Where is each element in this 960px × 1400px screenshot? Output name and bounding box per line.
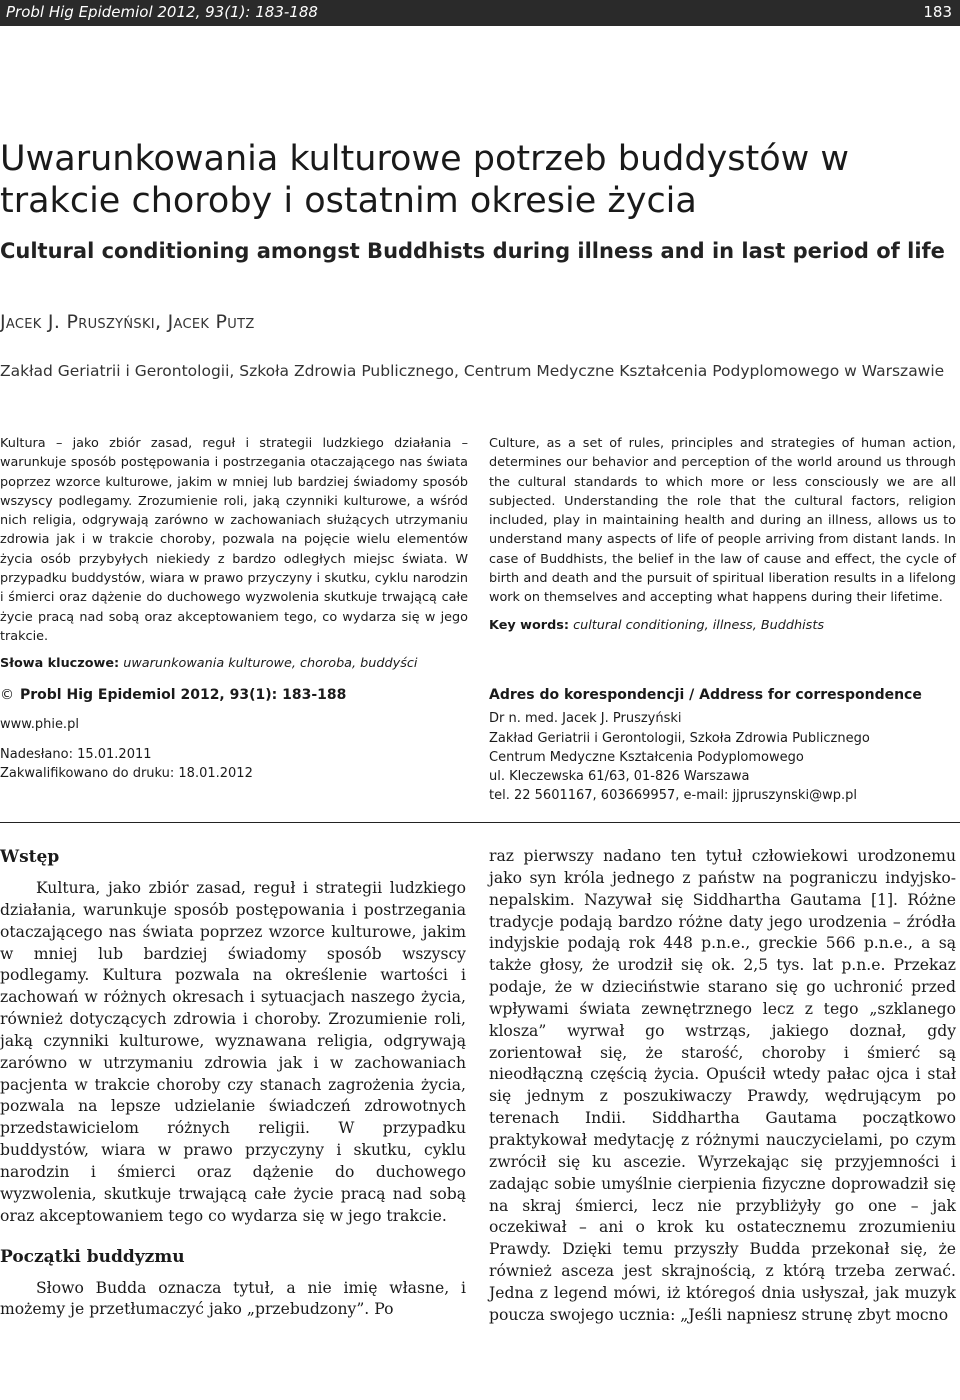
correspondence-heading: Adres do korespondencji / Address for correspondence	[489, 687, 922, 703]
keywords-english	[489, 616, 956, 635]
keywords-polish-values: uwarunkowania kulturowe, choroba, buddyści	[123, 656, 418, 672]
abstract-polish	[0, 434, 468, 674]
affiliation: Zakład Geriatrii i Gerontologii, Szkoła Zdrowia Publicznego, Centrum Medyczne Kształcenia Podyplomowego w Warszawie	[0, 362, 945, 380]
copyright-icon: ©	[0, 687, 14, 703]
keywords-polish-label: Słowa kluczowe:	[0, 656, 120, 672]
page-number: 183	[923, 3, 952, 21]
section-heading-origins: Początki buddyzmu	[0, 1246, 185, 1267]
introduction-paragraph: Kultura, jako zbiór zasad, reguł i strategii ludzkiego działania, warunkuje sposób postępowania i postrzegania otaczającego nas świata poprzez wzorce kulturowe, jakim w mniej lub bardziej świadomy sposób wszyscy podlegamy. Kultura pozwala na określenie wartości i zachowań w różnych okresach i sytuacjach naszego życia, również dotyczących zdrowia i choroby. Zrozumienie roli, jaką czynniki kulturowe, wyznawana religia, odgrywają zarówno w utrzymaniu zdrowia jak i w zachowaniach pacjenta w trakcie choroby czy stanach zagrożenia życia, pozwala na lepsze udzielanie świadczeń zdrowotnych przedstawicielom różnych religii. W przypadku buddystów, wiara w prawo przyczyny i skutku, cyklu narodzin i śmierci oraz dążenie do duchowego wyzwolenia, skutkuje trwającą całe życie pracą nad sobą oraz akceptowaniem tego co wydarza się w jego trakcie.	[0, 879, 466, 1225]
article-metadata	[0, 686, 460, 783]
section-heading-introduction: Wstęp	[0, 847, 60, 867]
correspondence-street: ul. Kleczewska 61/63, 01-826 Warszawa	[489, 769, 750, 785]
copyright-line	[0, 686, 460, 705]
section-divider	[0, 822, 960, 823]
correspondence-department: Zakład Geriatrii i Gerontologii, Szkoła Zdrowia Publicznego	[489, 730, 870, 746]
correspondence-centre: Centrum Medyczne Kształcenia Podyplomowego	[489, 749, 804, 765]
keywords-polish	[0, 654, 468, 673]
abstract-english	[489, 434, 956, 635]
received-date: Nadesłano: 15.01.2011	[0, 746, 152, 762]
keywords-english-values: cultural conditioning, illness, Buddhists	[573, 617, 824, 633]
abstract-polish-text: Kultura – jako zbiór zasad, reguł i strategii ludzkiego działania – warunkuje sposób postępowania i postrzegania otaczającego nas świata poprzez wzorce kulturowe, jakim w mniej lub bardziej świadomy sposób wszyscy podlegamy. Zrozumienie roli, jaką czynniki kulturowe, a wśród nich religia, odgrywają zarówno w zachowaniach służących utrzymaniu zdrowia jak i w trakcie choroby, pozwala na pojęcie wielu elementów życia osób przybyłych niekiedy z bardzo odległych miejsc świata. W przypadku buddystów, wiara w prawo przyczyny i skutku, cyklu narodzin i śmierci oraz dążenie do duchowego wyzwolenia skutkuje trwającą całe życie pracą nad sobą oraz akceptowaniem tego, co wydarza się w jego trakcie.	[0, 436, 468, 644]
article-title: Uwarunkowania kulturowe potrzeb buddystów w trakcie choroby i ostatnim okresie życia	[0, 139, 850, 221]
article-subtitle: Cultural conditioning amongst Buddhists during illness and in last period of life	[0, 239, 945, 263]
correspondence-contact: tel. 22 5601167, 603669957, e-mail: jjpruszynski@wp.pl	[489, 788, 857, 804]
journal-citation: Probl Hig Epidemiol 2012, 93(1): 183-188	[6, 3, 318, 21]
body-column-left	[0, 846, 466, 1321]
origins-paragraph-continued: raz pierwszy nadano ten tytuł człowiekowi urodzonemu jako syn króla jednego z państw na pograniczu indyjsko-nepalskim. Nazywał się Siddhartha Gautama [1]. Różne tradycje podają bardzo różne daty jego urodzenia – źródła indyjskie podają rok 448 p.n.e., greckie 566 p.n.e., a są także głosy, że urodził się ok. 2,5 tys. lat p.n.e. Przekaz podaje, że w dzieciństwie starano się go uchronić przed wpływami świata zewnętrznego lecz z tego „szklanego klosza” wyrwał go wstrząs, jakiego doznał, gdy zorientował się, że starość, choroby i śmierć są nieodłączną częścią życia. Opuścił wtedy pałac ojca i stał się jednym z poszukiwaczy Prawdy, wędrującym po terenach Indii. Siddhartha Gautama początkowo praktykował medytację z różnymi nauczycielami, po czym zwrócił się ku ascezie. Wyrzekając się przyjemności i zadając sobie umyślnie cierpienia fizyczne doprowadził się na skraj śmierci, lecz nie przybliżyły go one – jak oczekiwał – ani o krok ku ostatecznemu zrozumieniu Prawdy. Dzięki temu przyszły Budda przekonał się, że również asceza jest skrajnością, z którą trzeba zerwać. Jedna z legend mówi, iż któregoś dnia usłyszał, jak muzyk poucza swojego ucznia: „Jeśli napniesz strunę zbyt mocno	[489, 847, 956, 1324]
body-column-right	[489, 846, 956, 1327]
journal-website-link[interactable]: www.phie.pl	[0, 717, 79, 733]
keywords-english-label: Key words:	[489, 617, 569, 633]
running-header	[0, 0, 960, 26]
origins-paragraph: Słowo Budda oznacza tytuł, a nie imię własne, i możemy je przetłumaczyć jako „przebudzony”. Po	[0, 1278, 466, 1319]
accepted-date: Zakwalifikowano do druku: 18.01.2012	[0, 765, 253, 781]
abstract-english-text: Culture, as a set of rules, principles and strategies of human action, determines our behavior and perception of the world around us through the cultural standards to which more or less consciously we are all subjected. Understanding the role that the cultural factors, religion included, play in maintaining health and during an illness, allows us to understand many aspects of life of people arriving from distant lands. In case of Buddhists, the belief in the law of cause and effect, the cycle of birth and death and the pursuit of spiritual liberation results in a lifelong work on themselves and accepting what happens during their lifetime.	[489, 436, 956, 606]
authors: Jacek J. Pruszyński, Jacek Putz	[0, 311, 255, 333]
correspondence-address	[489, 686, 956, 806]
copyright-text: Probl Hig Epidemiol 2012, 93(1): 183-188	[20, 687, 347, 703]
correspondence-name: Dr n. med. Jacek J. Pruszyński	[489, 711, 682, 727]
